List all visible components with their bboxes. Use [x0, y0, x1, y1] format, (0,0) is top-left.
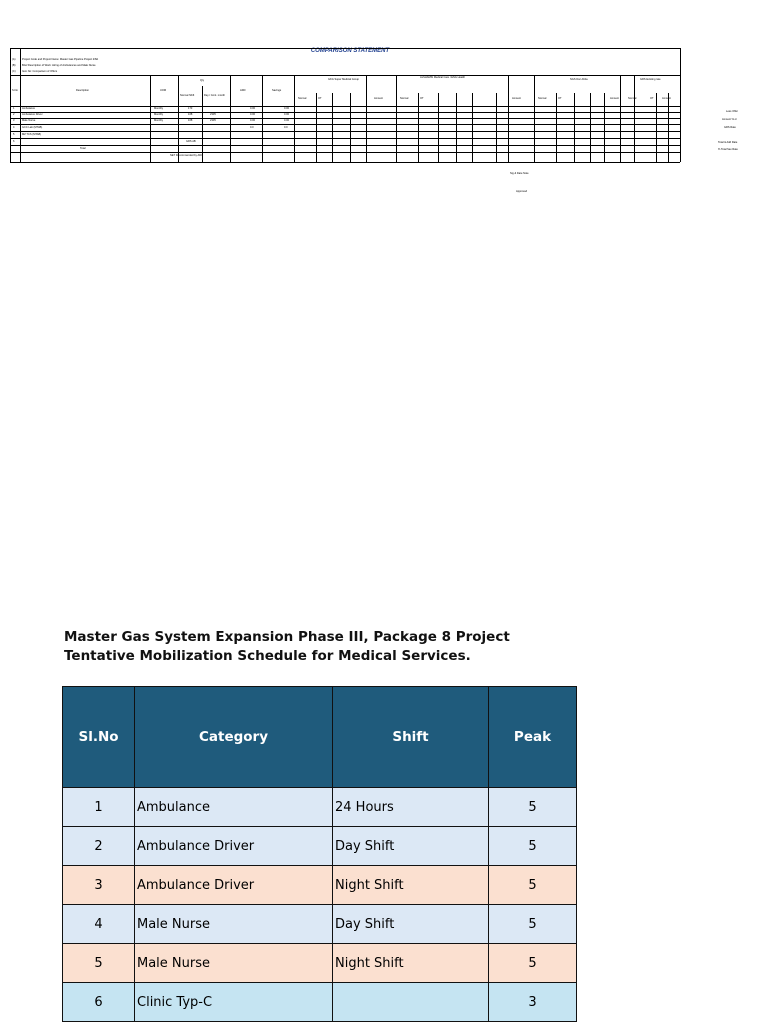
cell-shift: 24 Hours [333, 788, 489, 827]
sheet-border-bottom [10, 162, 680, 163]
cell-slno: 5 [63, 944, 135, 983]
header-category: Category [135, 687, 333, 788]
cell-shift: Night Shift [333, 944, 489, 983]
side-note: % Total Sav Rate [718, 148, 738, 151]
cell-shift: Day Shift [333, 827, 489, 866]
sub-ot-1: OT [318, 97, 322, 100]
cell-peak: 5 [489, 905, 577, 944]
cell-category: Male Nurse [135, 905, 333, 944]
row-sno: 4 [13, 126, 15, 129]
row-add: 0.00 [250, 113, 256, 116]
col-description: Description [76, 89, 89, 92]
col-add: ADD [240, 89, 246, 92]
cell-shift: Night Shift [333, 866, 489, 905]
mobilization-title-line1: Master Gas System Expansion Phase III, Package 8 Project [64, 629, 510, 645]
vendor-2: ALSHAMSI Medical Care / ENG Health [420, 76, 466, 79]
total-grs: GRS AB [186, 140, 196, 143]
row-desc: Male Nurse [22, 119, 36, 122]
cell-category: Male Nurse [135, 944, 333, 983]
sub-normal-2: Normal [400, 97, 409, 100]
row-sno: 5 [13, 133, 15, 136]
row-savings: 0.00 [284, 119, 290, 122]
row-savings: 0.00 [284, 113, 290, 116]
cell-category: Clinic Typ-C [135, 983, 333, 1022]
comparison-sheet [10, 48, 680, 162]
sub-amount-4: Amount [662, 97, 671, 100]
row-qty: 168 [188, 113, 193, 116]
vendor-1: GKG Super Medical Group [328, 78, 359, 81]
mobilization-title [64, 628, 584, 666]
cell-peak: 5 [489, 866, 577, 905]
row-uom: Monthly [154, 119, 164, 122]
col-qty: Qty [200, 79, 205, 82]
cell-shift [333, 983, 489, 1022]
header-peak: Peak [489, 687, 577, 788]
cell-peak: 5 [489, 944, 577, 983]
sub-ot-2: OT [420, 97, 424, 100]
row-qty: 168 [188, 119, 193, 122]
row-sno: 6 [13, 140, 15, 143]
sub-amount-1: Amount [374, 97, 383, 100]
col-qty-normal: Normal Shift [180, 94, 195, 97]
table-row [63, 905, 577, 944]
sub-amount-2: Amount [512, 97, 521, 100]
mobilization-title-line2: Tentative Mobilization Schedule for Medical Services. [64, 648, 471, 664]
row-desc: Ambulance [22, 107, 35, 110]
side-note: Amount % or [722, 118, 737, 121]
row-uom: Monthly [154, 113, 164, 116]
row-savings: 0.0 [284, 126, 288, 129]
cell-peak: 3 [489, 983, 577, 1022]
table-row [63, 983, 577, 1022]
row-sno: 3 [13, 119, 15, 122]
col-savings: Savings [272, 89, 282, 92]
header-shift: Shift [333, 687, 489, 788]
approved-note: Approved [516, 190, 528, 193]
cell-category: Ambulance [135, 788, 333, 827]
sub-normal-1: Normal [298, 97, 307, 100]
col-qty-day: Day / Cont. month [204, 94, 225, 97]
sheet-border-top [10, 48, 680, 49]
table-header-top [10, 75, 680, 76]
row-desc: GCC Lab (MTAB) [22, 126, 43, 129]
row-add: 0.00 [250, 107, 256, 110]
table-header-row [63, 687, 577, 788]
signature-note: Sig & Date Note [510, 172, 529, 175]
sub-amount-3: Amount [610, 97, 619, 100]
grid-h [10, 145, 680, 146]
row-savings: 0.00 [284, 107, 290, 110]
recommended-label: NET Recommended by ADC [170, 154, 203, 157]
header-note-description: Brief Description of Work: Hiring of Ambulances and Male Nurse [22, 64, 96, 67]
cell-slno: 6 [63, 983, 135, 1022]
side-note: Total & Add Rate [718, 141, 738, 144]
sheet-title: COMPARISON STATEMENT [310, 48, 390, 54]
cell-category: Ambulance Driver [135, 827, 333, 866]
sub-normal-3: Normal [538, 97, 547, 100]
cell-shift: Day Shift [333, 905, 489, 944]
grid-h [10, 138, 680, 139]
note-label-c: (C) [12, 70, 16, 73]
col-uom: UOM [160, 89, 167, 92]
cell-slno: 1 [63, 788, 135, 827]
table-row [63, 827, 577, 866]
grid-h [10, 152, 680, 153]
mobilization-table [62, 686, 577, 1022]
note-label-b: (B) [12, 64, 16, 67]
vendor-4: GRS Existing rate [640, 78, 661, 81]
sub-ot-4: OT [650, 97, 654, 100]
row-desc: Ambulance Driver [22, 113, 43, 116]
table-header-bottom [10, 106, 680, 107]
sub-ot-3: OT [558, 97, 562, 100]
row-uom: Monthly [154, 107, 164, 110]
row-add: 0.0 [250, 126, 254, 129]
grid-h [10, 112, 680, 113]
row-qty: 173 [188, 107, 193, 110]
header-slno: Sl.No [63, 687, 135, 788]
grid-h [10, 118, 680, 119]
row-day: 2305 [210, 113, 216, 116]
vendor-3: NGS Doc Abba [570, 78, 588, 81]
cell-peak: 5 [489, 827, 577, 866]
sub-normal-4: Normal [628, 97, 637, 100]
grid-h [10, 124, 680, 125]
table-row [63, 866, 577, 905]
col-sno: S.No [12, 89, 18, 92]
row-desc: MZ TCS (MTAB) [22, 133, 42, 136]
note-label-a: (A) [12, 58, 16, 61]
grid-h [10, 131, 680, 132]
side-note: GRS Rate [724, 126, 736, 129]
row-sno: 1 [13, 107, 15, 110]
total-label: Total [80, 147, 86, 150]
cell-slno: 2 [63, 827, 135, 866]
header-note-item: Item No: Comparison of Offers [22, 70, 58, 73]
cell-slno: 3 [63, 866, 135, 905]
header-note-project: Project Code and Project Name: Master Gas Pipeline Project 2/8A [22, 58, 99, 61]
sheet-border-right [680, 48, 681, 162]
row-sno: 2 [13, 113, 15, 116]
cell-peak: 5 [489, 788, 577, 827]
table-row [63, 788, 577, 827]
row-add: 0.00 [250, 119, 256, 122]
row-day: 2305 [210, 119, 216, 122]
table-row [63, 944, 577, 983]
cell-slno: 4 [63, 905, 135, 944]
side-note: Less Offer [726, 110, 738, 113]
cell-category: Ambulance Driver [135, 866, 333, 905]
